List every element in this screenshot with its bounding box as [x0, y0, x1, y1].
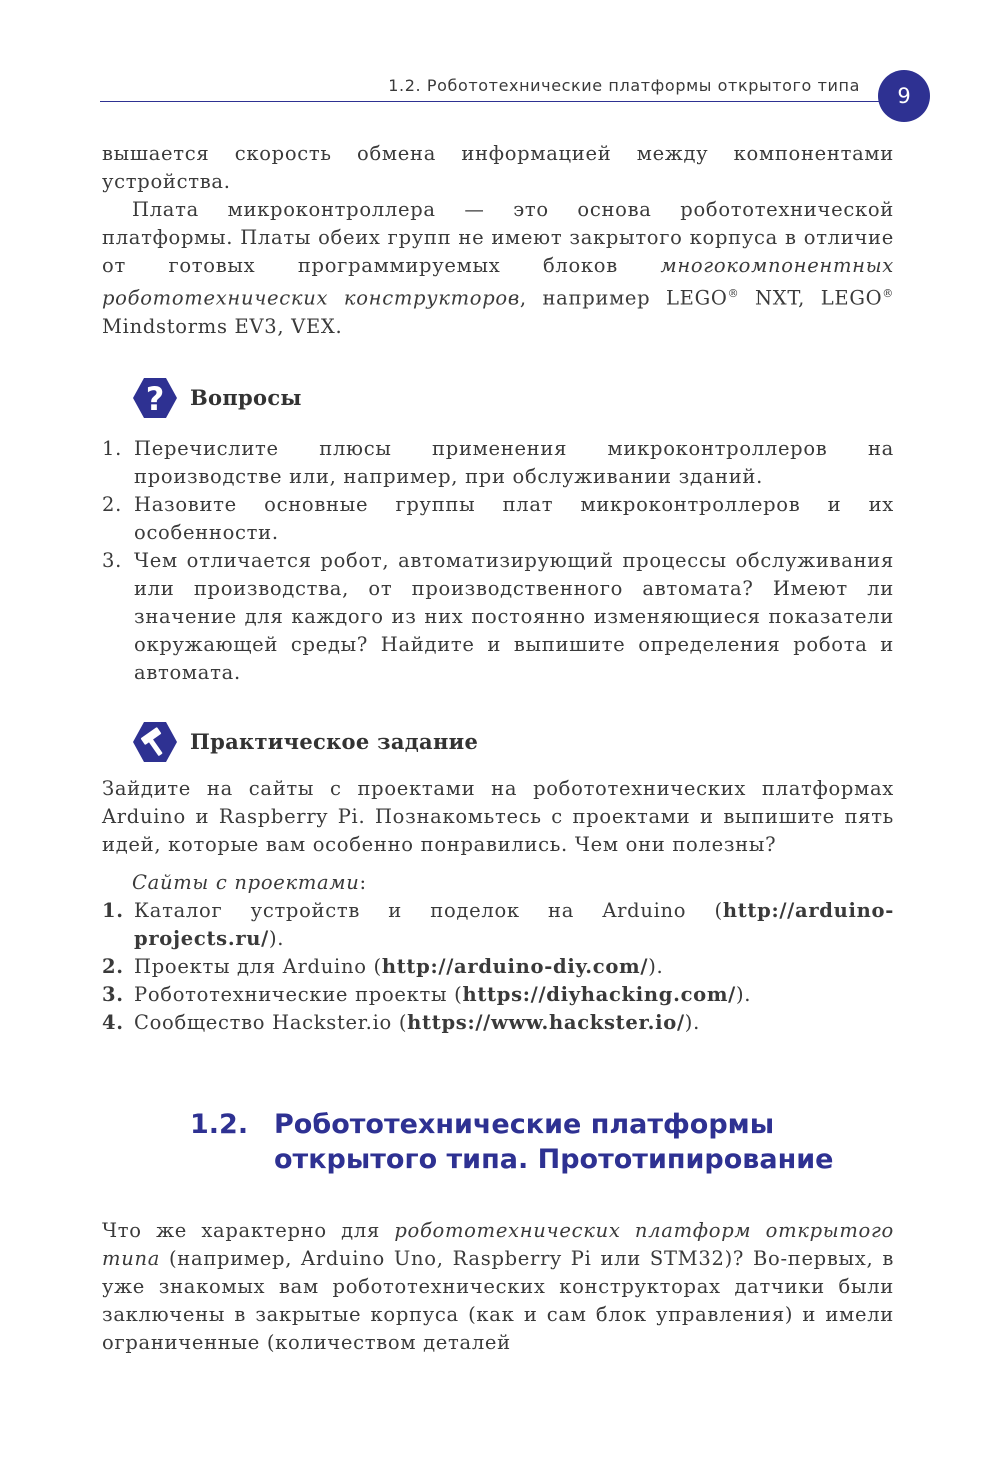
svg-text:?: ?: [145, 379, 165, 418]
chapter-title-line-1: Робототехнические платформы: [274, 1108, 775, 1140]
list-item: 2. Назовите основные группы плат микроконтроллеров и их особенности.: [102, 492, 894, 544]
site-link[interactable]: http://arduino-projects.ru/: [134, 898, 894, 950]
site-link[interactable]: https://www.hackster.io/: [407, 1010, 685, 1034]
chapter-number: 1.2.: [190, 1108, 249, 1140]
page-content: [102, 140, 894, 1357]
questions-list: [102, 435, 894, 687]
italic-term: многокомпонентных робототехнических конструкторов: [102, 254, 894, 310]
registered-mark: ®: [727, 287, 740, 300]
sites-label: Сайты с проектами:: [132, 870, 367, 894]
page-number: 9: [878, 70, 930, 122]
practice-title: Практическое задание: [190, 729, 479, 754]
registered-mark: ®: [882, 287, 894, 300]
page-header: [100, 70, 930, 106]
italic-term: робототехнических платформ открытого типа: [102, 1218, 894, 1270]
practice-text: Зайдите на сайты с проектами на робототехнических платформах Arduino и Raspberry Pi. Познакомьтесь с проектами и выпишите пять идей, которые вам особенно понравились. Чем они полезны?: [102, 776, 894, 856]
practice-heading: [132, 717, 894, 767]
list-item: 4. Сообщество Hackster.io (https://www.hackster.io/).: [102, 1010, 701, 1034]
questions-title: Вопросы: [190, 385, 302, 410]
closing-paragraph: Что же характерно для робототехнических платформ открытого типа (например, Arduino Uno, Raspberry Pi или STM32)? Во-первых, в уже знакомых вам робототехнических конструкторах датчики были заключены в закрытые корпуса (как и сам блок управления) и имели ограниченные (количеством деталей: [102, 1218, 894, 1354]
site-link[interactable]: https://diyhacking.com/: [462, 982, 736, 1006]
list-item: 3. Робототехнические проекты (https://diyhacking.com/).: [102, 982, 752, 1006]
header-rule: [100, 101, 900, 102]
questions-heading: [132, 373, 894, 423]
chapter-title-line-2: открытого типа. Прототипирование: [274, 1143, 834, 1175]
site-link[interactable]: http://arduino-diy.com/: [381, 954, 649, 978]
hammer-icon: [132, 721, 178, 763]
list-item: 1. Каталог устройств и поделок на Arduino (http://arduino-projects.ru/).: [102, 898, 894, 950]
intro-paragraph-2: Плата микроконтроллера — это основа робототехнической платформы. Платы обеих групп не имеют закрытого корпуса в отличие от готовых программируемых блоков многокомпонентных робототехнических конструкторов, например LEGO® NXT, LEGO® Mindstorms EV3, VEX.: [102, 198, 894, 338]
question-icon: [132, 377, 178, 419]
intro-paragraph-1: вышается скорость обмена информацией между компонентами устройства.: [102, 142, 894, 193]
list-item: 1. Перечислите плюсы применения микроконтроллеров на производстве или, например, при обслуживании зданий.: [102, 436, 894, 488]
list-item: 3. Чем отличается робот, автоматизирующий процессы обслуживания или производства, от производственного автомата? Имеют ли значение для каждого из них постоянно изменяющиеся показатели окружающей среды? Найдите и выпишите определения робота и автомата.: [102, 548, 894, 684]
running-title: 1.2. Робототехнические платформы открытого типа: [388, 76, 860, 95]
list-item: 2. Проекты для Arduino (http://arduino-diy.com/).: [102, 954, 664, 978]
chapter-heading: [190, 1107, 894, 1177]
sites-list: [102, 897, 894, 1037]
